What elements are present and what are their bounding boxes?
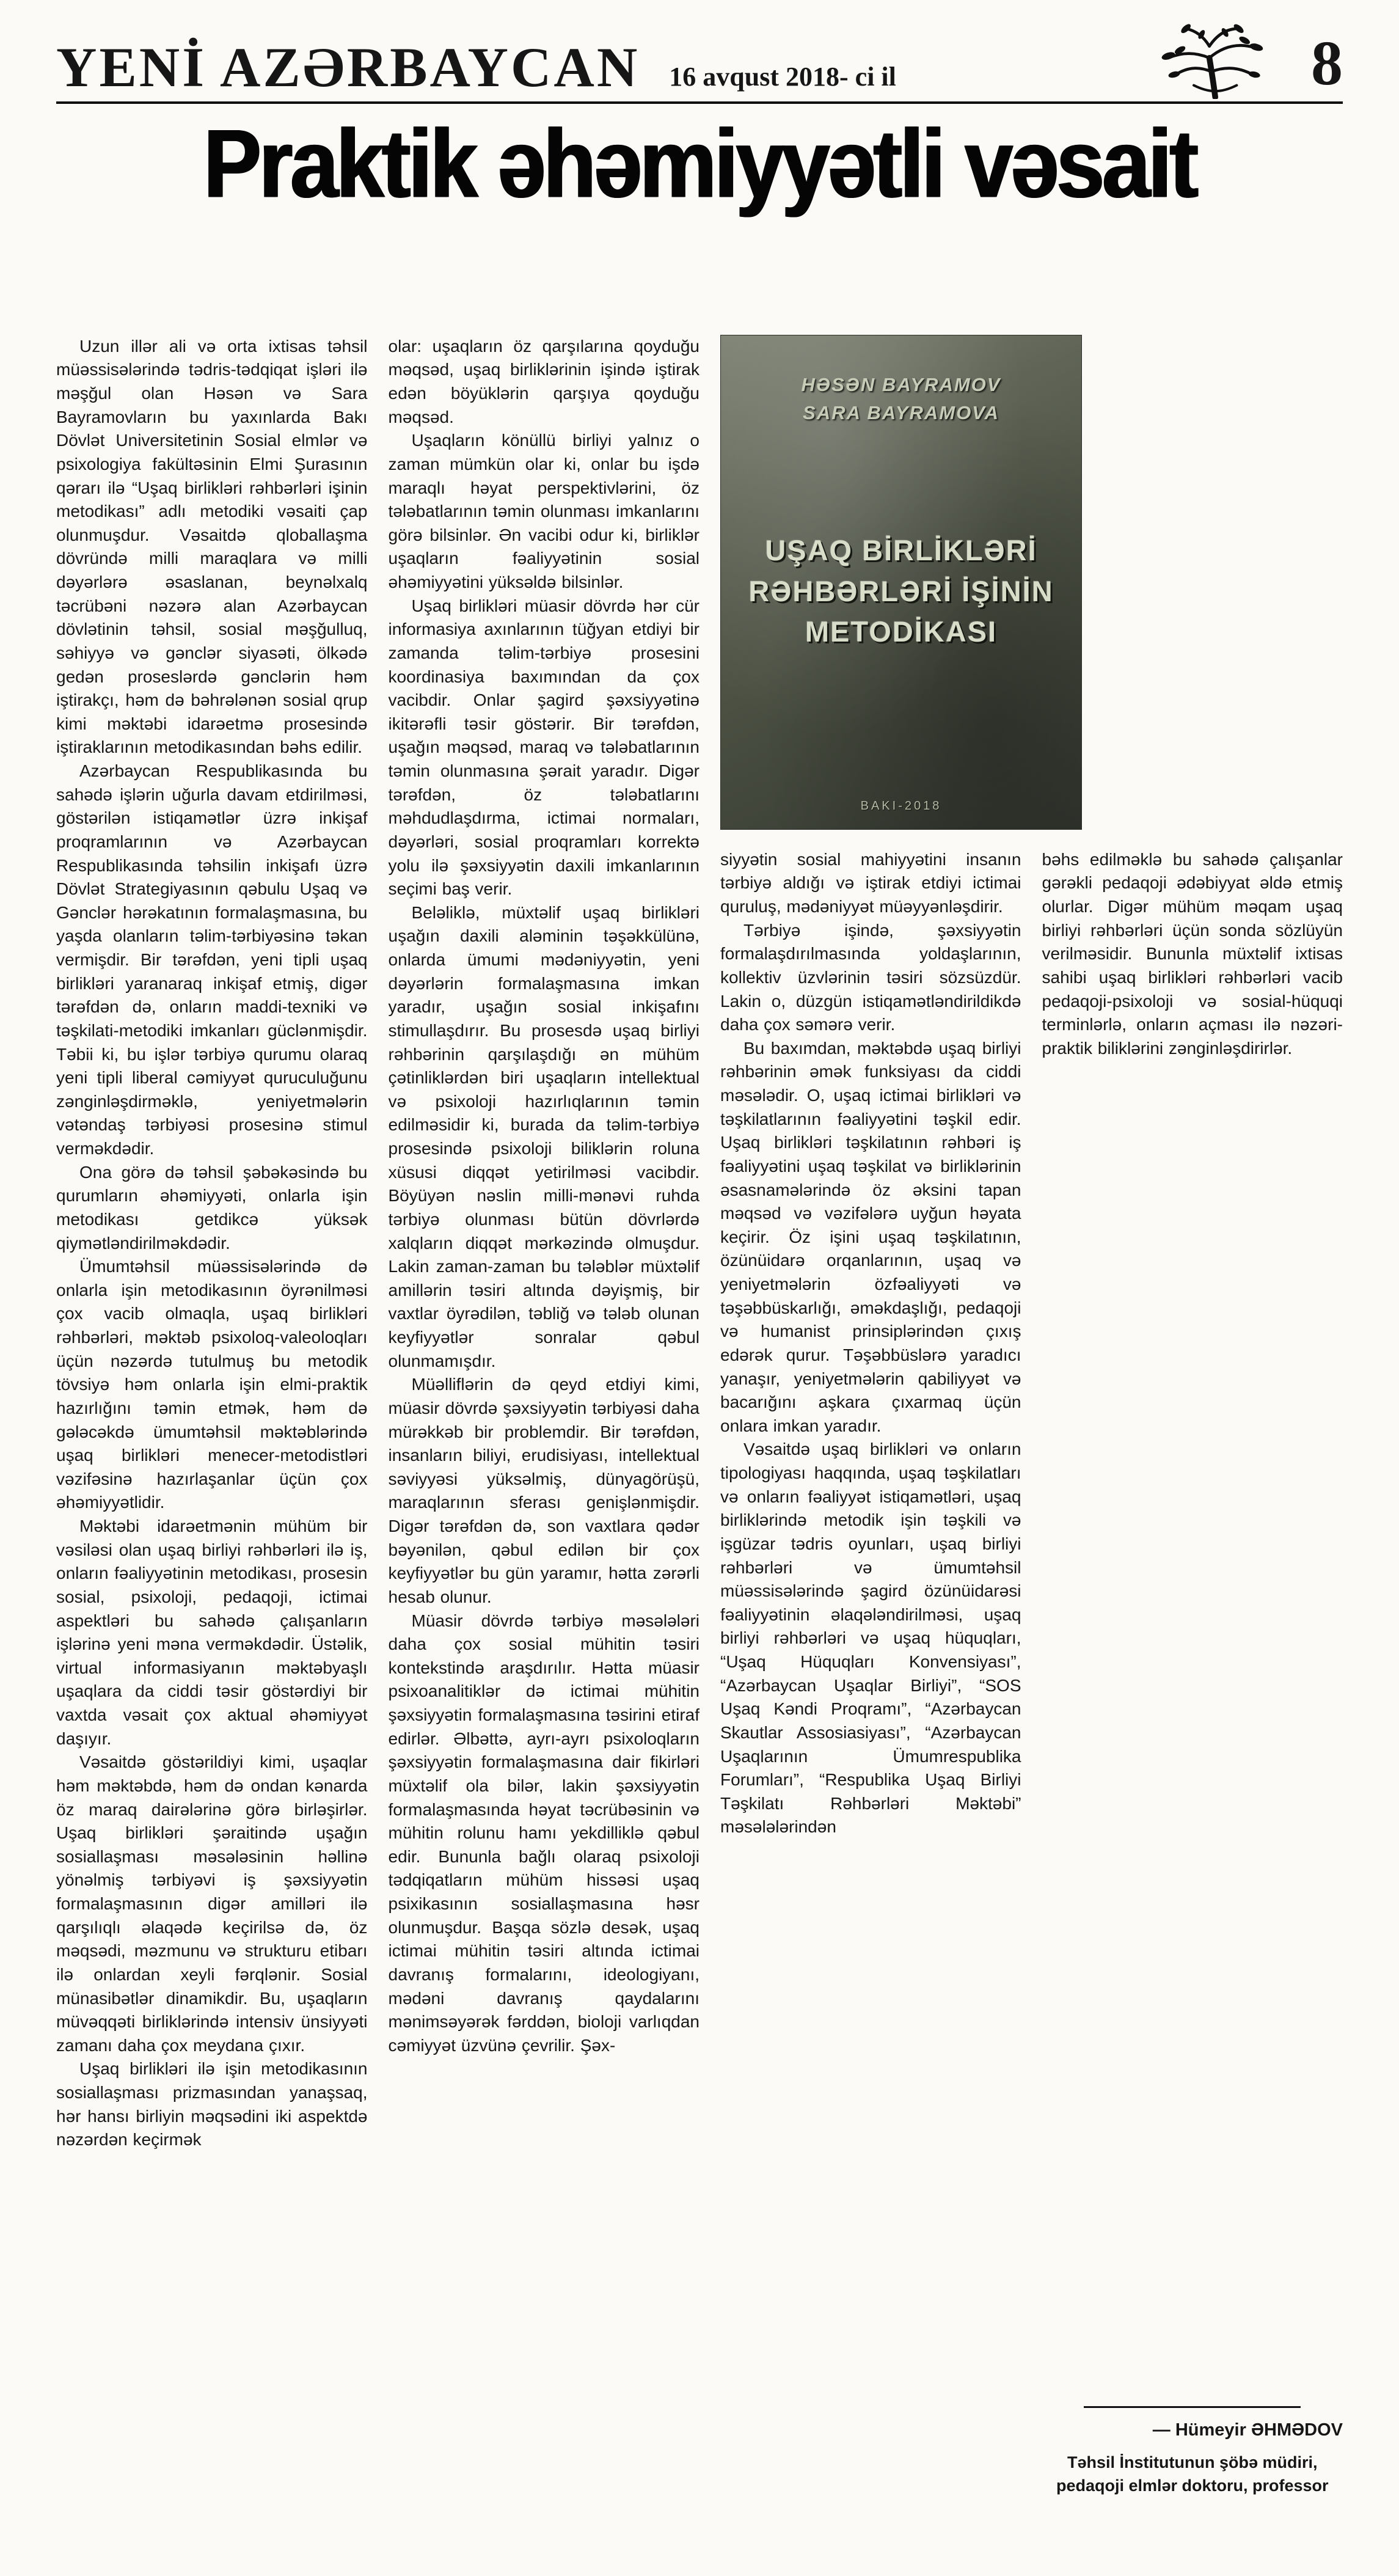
author-byline bbox=[1042, 2451, 1343, 2498]
tree-icon bbox=[1122, 21, 1305, 99]
book-author-1: HƏSƏN BAYRAMOV bbox=[801, 373, 1001, 395]
right-columns bbox=[720, 848, 1343, 2498]
article-paragraph: Azərbaycan Respublikasında bu sahədə işlərin uğurla davam etdirilməsi, göstərilən istiqamətlər üzrə inkişaf proqramlarının və Azərbaycan Respublikasında təhsilin inkişafı üzrə Dövlət Strategiyasının qəbulu Uşaq və Gənclər hərəkatının formalaşmasına, bu yaşda olanların təlim-tərbiyəsinə təkan vermişdir. Bir tərəfdən, yeni tipli uşaq birlikləri yaranaraq inkişaf etmiş, digər tərəfdən də, onların maddi-texniki və təşkilati-metodiki imkanları güclənmişdir. Təbii ki, bu işlər tərbiyə qurumu olaraq yeni tipli liberal cəmiyyət quruculuğunu zənginləşdirməklə, yeniyetmələrin vətəndaş tərbiyəsi prosesinə stimul verməkdədir. bbox=[56, 761, 368, 1158]
text-column-4 bbox=[1042, 848, 1343, 2498]
byline-line-2: pedaqoji elmlər doktoru, professor bbox=[1056, 2476, 1329, 2495]
article-paragraph: Uzun illər ali və orta ixtisas təhsil müəssisələrində tədris-tədqiqat işləri ilə məşğul olan Həsən və Sara Bayramovların bu yaxınlarda Bakı Dövlət Universitetinin Sosial elmlər və psixologiya fakültəsinin Elmi Şurasının qərarı ilə “Uşaq birlikləri rəhbərləri işinin metodikası” adlı metodiki vəsaiti çap olunmuşdur. Vəsaitdə qloballaşma dövründə milli maraqlara və milli dəyərlərə əsaslanan, beynəlxalq təcrübəni nəzərə alan Azərbaycan dövlətinin təhsil, sosial məşğulluq, səhiyyə və gənclər siyasəti, ölkədə gedən proseslərdə gənclərin həm iştirakçı, həm də bəhrələnən sosial qrup kimi məktəbi idarəetmə prosesində iştiraklarının metodikasından bəhs edilir. bbox=[56, 336, 368, 757]
book-imprint: BAKI-2018 bbox=[860, 799, 942, 813]
article-paragraph: bəhs edilməklə bu sahədə çalışanlar gərəkli pedaqoji ədəbiyyat əldə etmiş olurlar. Digər mühüm məqam uşaq birliyi rəhbərləri üçün sonda sözlüyün verilməsidir. Bununla müxtəlif ixtisas sahibi uşaq birlikləri rəhbərləri vacib pedaqoji-psixoloji və sosial-hüquqi terminlərlə, onların açması ilə nəzəri-praktik biliklərini zənginləşdirirlər. bbox=[1042, 849, 1343, 1058]
article-paragraph: Tərbiyə işində, şəxsiyyətin formalaşdırılmasında yoldaşlarının, kollektiv üzvlərinin təsiri sözsüzdür. Lakin o, düzgün istiqamətləndirildikdə daha çox səmərə verir. bbox=[720, 920, 1021, 1034]
article-paragraph: Ona görə də təhsil şəbəkəsində bu qurumların əhəmiyyəti, onlarla işin metodikası getdikcə yüksək qiymətləndirilməkdədir. bbox=[56, 1162, 368, 1253]
article-paragraph: siyyətin sosial mahiyyətini insanın tərbiyə aldığı və iştirak etdiyi ictimai quruluş, mədəniyyət müəyyənləşdirir. bbox=[720, 849, 1021, 917]
signature-dash: — bbox=[1152, 2420, 1171, 2440]
text-column-1 bbox=[56, 335, 368, 2498]
signature-name: Hümeyir ƏHMƏDOV bbox=[1175, 2420, 1343, 2440]
page-number: 8 bbox=[1311, 28, 1343, 98]
byline-line-1: Təhsil İnstitutunun şöbə müdiri, bbox=[1067, 2453, 1318, 2472]
article-paragraph: Bu baxımdan, məktəbdə uşaq birliyi rəhbərinin əmək funksiyası da ciddi məsələdir. O, uşaq ictimai birlikləri və təşkilatlarının fəaliyyətini təşkil edir. Uşaq birlikləri təşkilatının rəhbəri iş fəaliyyətini uşaq təşkilat və birliklərinin əsasnamələrində öz əksini tapan məqsəd və vəzifələrə uyğun həyata keçirir. Öz işini uşaq təşkilatının, özünüidarə orqanlarının, uşaq və yeniyetmələrin özfəaliyyəti və təşəbbüskarlığı, əməkdaşlığı, pedaqoji və humanist prinsiplərindən çıxış edərək qurur. Təşəbbüslərə yaradıcı yanaşır, yeniyetmələrin qabiliyyət və bacarığını aşkara çıxarmaq üçün onlara imkan yaradır. bbox=[720, 1038, 1021, 1435]
book-title-line-3: METODİKASI bbox=[805, 615, 998, 648]
book-title bbox=[748, 530, 1053, 653]
header-rule bbox=[56, 101, 1343, 104]
article-paragraph: Uşaq birlikləri ilə işin metodikasının sosiallaşması prizmasından yanaşsaq, hər hansı birliyin məqsədini iki aspektdə nəzərdən keçirmək bbox=[56, 2059, 368, 2150]
book-title-line-2: RƏHBƏRLƏRİ İŞİNİN bbox=[748, 574, 1054, 607]
article-headline: Praktik əhəmiyyətli vəsait bbox=[203, 109, 1196, 219]
article-paragraph: Vəsaitdə göstərildiyi kimi, uşaqlar həm məktəbdə, həm də ondan kənarda öz maraq dairələrinə görə birləşirlər. Uşaq birlikləri şəraitində uşağın sosiallaşması məsələsinin həllinə yönəlmiş tərbiyəvi iş şəxsiyyətin formalaşmasının digər amilləri ilə qarşılıqlı əlaqədə keçirilsə də, öz məqsədi, məzmunu və strukturu etibarı ilə onlardan xeyli fərqlənir. Sosial münasibətlər dinamikdir. Bu, uşaqların müvəqqəti birliklərində intensiv ünsiyyəti zamanı daha çox meydana çıxır. bbox=[56, 1752, 368, 2055]
newspaper-title: YENİ AZƏRBAYCAN bbox=[56, 36, 640, 98]
article-paragraph: Uşaq birlikləri müasir dövrdə hər cür informasiya axınlarının tüğyan etdiyi bir zamanda təlim-tərbiyə prosesini koordinasiya baxımından da çox vacibdir. Onlar şagird şəxsiyyətinə ikitərəfli təsir göstərir. Bir tərəfdən, uşağın məqsəd, maraq və tələbatlarının təmin olunmasına şərait yaradır. Digər tərəfdən, öz tələbatlarını məhdudlaşdırma, ictimai normaları, dəyərləri, sosial proqramları korrektə yolu ilə şəxsiyyətin daxili imkanlarının seçimi baş verir. bbox=[388, 596, 699, 899]
book-cover-figure bbox=[720, 335, 1082, 830]
article-paragraph: Müəlliflərin də qeyd etdiyi kimi, müasir dövrdə şəxsiyyətin tərbiyəsi daha mürəkkəb bir problemdir. Bir tərəfdən, insanların biliyi, erudisiyası, intellektual səviyyəsi yüksəlmiş, dünyagörüşü, maraqlarının sferası genişlənmişdir. Digər tərəfdən də, son vaxtlara qədər bəyənilən, qəbul edilən bir çox keyfiyyətlər bu gün yaramır, hətta zərərli hesab olunur. bbox=[388, 1375, 699, 1606]
article-paragraph: Məktəbi idarəetmənin mühüm bir vəsiləsi olan uşaq birliyi rəhbərləri ilə iş, onların fəaliyyətinin metodikası, prosesin sosial, psixoloji, pedaqoji, ictimai aspektləri bu sahədə çalışanların işlərinə yeni məna verməkdədir. Üstəlik, virtual informasiyanın məktəbyaşlı uşaqlara da ciddi təsir göstərdiyi bir vaxtda vəsait çox aktual əhəmiyyət daşıyır. bbox=[56, 1517, 368, 1748]
article-paragraph: Müasir dövrdə tərbiyə məsələləri daha çox sosial mühitin təsiri kontekstində araşdırılır. Hətta müasir psixoanalitiklər də ictimai mühitin şəxsiyyətin formalaşmasına təsirini etiraf edirlər. Əlbəttə, ayrı-ayrı psixoloqların şəxsiyyətin formalaşmasına dair fikirləri müxtəlif ola bilər, lakin şəxsiyyətin formalaşmasında həyat təcrübəsinin və mühitin rolunu hamı yekdilliklə qəbul edir. Bununla bağlı olaraq psixoloji tədqiqatların mühüm hissəsi uşaq psixikasının sosiallaşmasına həsr olunmuşdur. Başqa sözlə desək, uşaq ictimai mühitin təsiri altında ictimai davranış formalarını, ideologiyanı, mədəni davranış qaydalarını mənimsəyərək fərddən, bioloji varlıqdan cəmiyyət üzvünə çevrilir. Şəx- bbox=[388, 1611, 699, 2055]
article-paragraph: olar: uşaqların öz qarşılarına qoyduğu məqsəd, uşaq birliklərinin işində iştirak edən böyüklərin qarşıya qoyduğu məqsəd. bbox=[388, 336, 699, 426]
signature-block bbox=[1042, 2382, 1343, 2498]
masthead bbox=[56, 21, 1343, 98]
article-paragraph: Uşaqların könüllü birliyi yalnız o zaman mümkün olar ki, onlar bu işdə maraqlı həyat perspektivlərini, öz tələbatlarının təmin olunması imkanlarını görə bilsinlər. Ən vacibi odur ki, birliklər uşaqların fəaliyyətinin sosial əhəmiyyətini yüksəldə bilsinlər. bbox=[388, 431, 699, 592]
author-signature bbox=[1042, 2419, 1343, 2442]
book-cover-image bbox=[720, 335, 1082, 830]
article-paragraph: Vəsaitdə uşaq birlikləri və onların tipologiyası haqqında, uşaq təşkilatları və onların fəaliyyət istiqamətləri, uşaq birliklərində metodik işin təşkili və işgüzar tədris oyunları, uşaq birliyi rəhbərləri və ümumtəhsil müəssisələrində şagird özünüidarəsi fəaliyyətinin əlaqələndirilməsi, uşaq birliyi rəhbərləri və uşaq hüquqları, “Uşaq Hüquqları Konvensiyası”, “Azərbaycan Uşaqlar Birliyi”, “SOS Uşaq Kəndi Proqramı”, “Azərbaycan Skautlar Assosiasiyası”, “Azərbaycan Uşaqlarının Ümumrespublika Forumları”, “Respublika Uşaq Birliyi Təşkilatı Rəhbərləri Məktəbi” məsələlərindən bbox=[720, 1440, 1021, 1837]
issue-date: 16 avqust 2018- ci il bbox=[669, 62, 896, 92]
text-column-2 bbox=[389, 335, 700, 2498]
article-body bbox=[56, 335, 1343, 2498]
article-paragraph: Ümumtəhsil müəssisələrində də onlarla işin metodikasının öyrənilməsi çox vacib olmaqla, uşaq birlikləri rəhbərləri, məktəb psixoloq-valeoloqları üçün nəzərdə tutulmuş bu metodik tövsiyə həm onlarla işin elmi-praktik hazırlığını təmin etmək, həm də gələcəkdə ümumtəhsil məktəblərində uşaq birlikləri menecer-metodistləri vəzifəsinə hazırlaşanlar üçün çox əhəmiyyətlidir. bbox=[56, 1257, 368, 1512]
book-author-2: SARA BAYRAMOVA bbox=[803, 402, 999, 424]
signature-rule bbox=[1084, 2406, 1301, 2408]
book-title-line-1: UŞAQ BİRLİKLƏRİ bbox=[765, 533, 1037, 566]
text-column-3 bbox=[720, 848, 1021, 2498]
right-half bbox=[720, 335, 1343, 2498]
book-authors bbox=[802, 371, 1001, 428]
article-paragraph: Beləliklə, müxtəlif uşaq birlikləri uşağın daxili aləminin təşəkkülünə, onlarda ümumi mədəniyyətin, yeni dəyərlərin formalaşmasına imkan yaradır, uşağın sosial inkişafını stimullaşdırır. Bu prosesdə uşaq birliyi rəhbərinin qarşılaşdığı ən mühüm çətinliklərdən biri uşaqların intellektual və psixoloji hazırlıqlarının təmin edilməsidir ki, burada da təlim-tərbiyə prosesində psixoloji biliklərin roluna xüsusi diqqət yetirilməsi vacibdir. Böyüyən nəslin milli-mənəvi ruhda tərbiyə olunması bütün dövrlərdə xalqların diqqət mərkəzində olmuşdur. Lakin zaman-zaman bu tələblər müxtəlif amillərin təsiri altında dəyişmiş, bir vaxtlar öyrədilən, təbliğ və tələb olunan keyfiyyətlər sonralar qəbul olunmamışdır. bbox=[388, 902, 699, 1370]
